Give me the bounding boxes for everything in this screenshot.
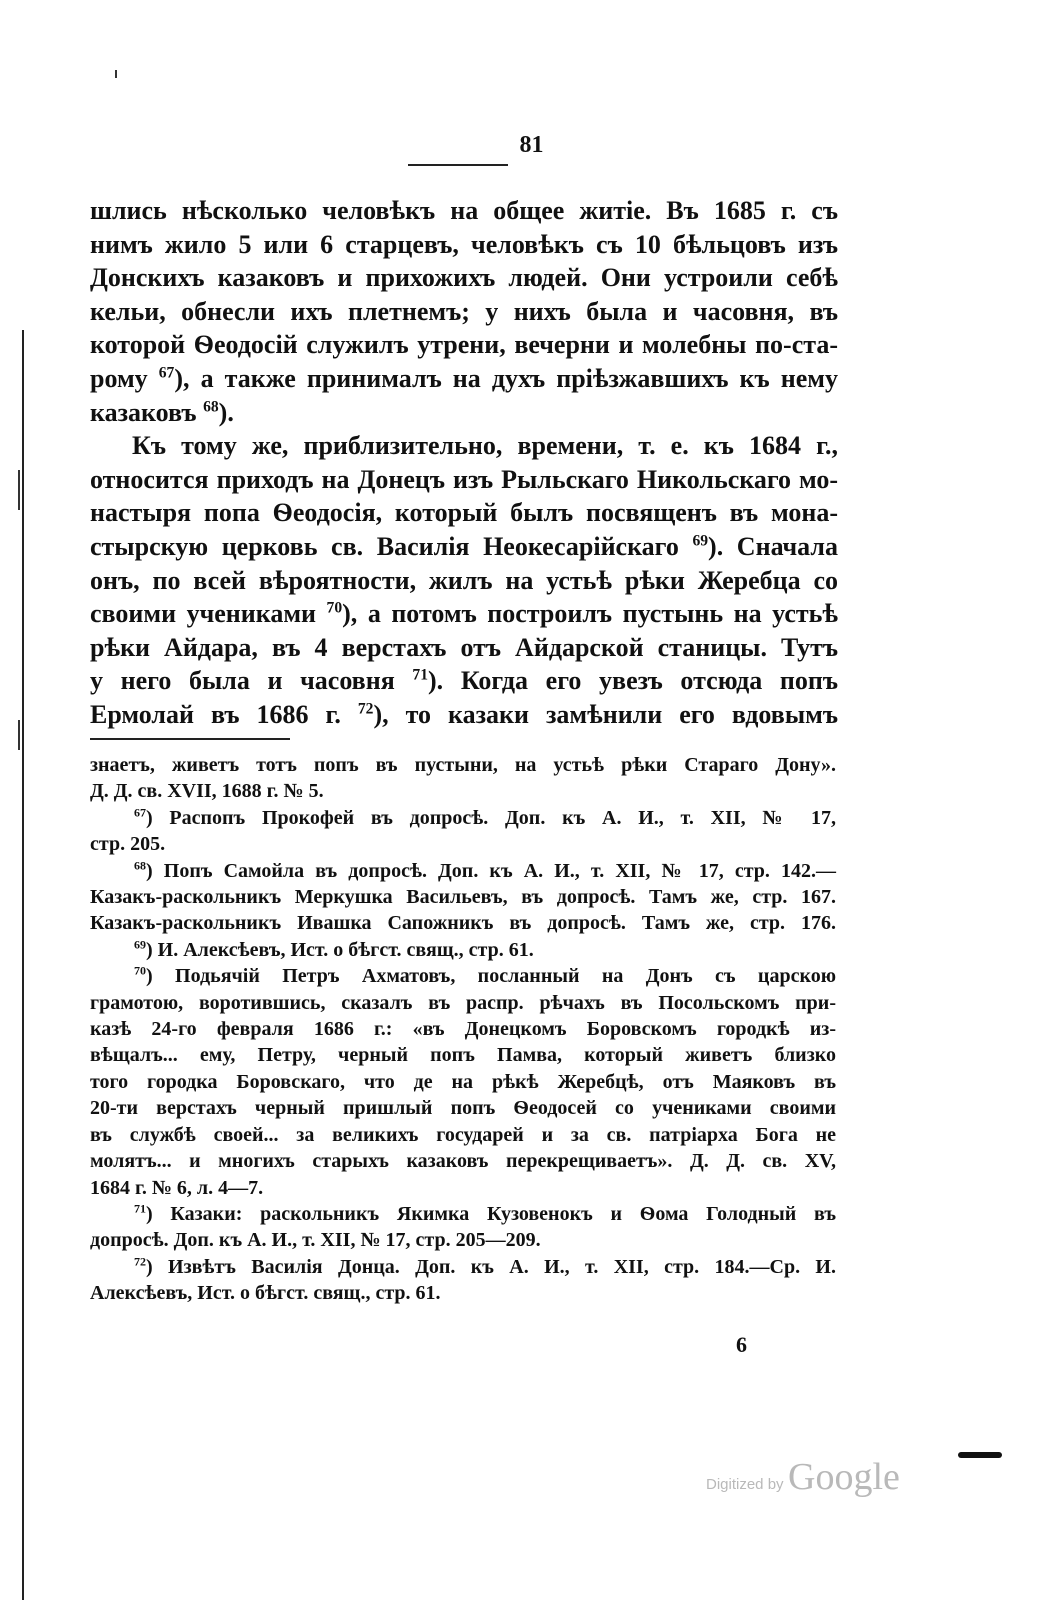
footnote-line: вѣщалъ... ему, Петру, черный попъ Памва, который живетъ близко xyxy=(90,1044,836,1067)
text-line: стырскую церковь св. Василія Неокесарійскаго $^{69}$). Сначала xyxy=(90,531,839,561)
footnote-line: 20-ти верстахъ черный пришлый попъ Ѳеодосей со учениками своими xyxy=(90,1097,836,1120)
footnote-number: 70 xyxy=(134,963,146,978)
footnote-ref: 68 xyxy=(203,397,219,415)
footnote-ref: 72 xyxy=(357,700,374,718)
footnote-line: $^{68}$) Попъ Самойла въ допросѣ. Доп. къ А. И., т. XII, № 17, стр. 142.— xyxy=(134,857,836,882)
footnote-line: казѣ 24-го февраля 1686 г.: «въ Донецкомъ Боровскомъ городкѣ из- xyxy=(90,1018,836,1041)
footnote-ref: 67 xyxy=(158,364,175,382)
text-line: которой Ѳеодосій служилъ утрени, вечерни и молебны по-ста- xyxy=(90,330,838,360)
text-line: относится приходъ на Донецъ изъ Рыльскаго Никольскаго мо- xyxy=(90,464,838,494)
text-line: кельи, обнесли ихъ плетнемъ; у нихъ была и часовня, въ xyxy=(90,296,838,326)
watermark-brand: Google xyxy=(788,1456,900,1498)
scan-speck xyxy=(18,720,20,750)
footnote-line: $^{72}$) Извѣтъ Василія Донца. Доп. къ А. И., т. XII, стр. 184.—Ср. И. xyxy=(134,1254,836,1278)
footnote-ref: 71 xyxy=(412,666,429,684)
footnote-number: 68 xyxy=(134,857,146,872)
watermark-prefix: Digitized by xyxy=(706,1476,784,1493)
footnote-separator xyxy=(90,738,290,740)
footnote-line: $^{69}$) И. Алексѣевъ, Ист. о бѣгст. свящ., стр. 61. xyxy=(134,937,534,961)
page-number-rule xyxy=(408,164,508,166)
footnote-line: Д. Д. св. XVII, 1688 г. № 5. xyxy=(90,780,324,803)
signature-mark: 6 xyxy=(736,1332,747,1357)
footnote-number: 71 xyxy=(134,1201,146,1216)
footnote-line: Казакъ-раскольникъ Меркушка Васильевъ, въ допросѣ. Тамъ же, стр. 167. xyxy=(90,886,836,909)
footnote-line: того городка Боровскаго, что де на рѣкѣ Жеребцѣ, отъ Маяковъ въ xyxy=(90,1070,836,1093)
text-line: настыря попа Ѳеодосія, который былъ посвященъ въ мона- xyxy=(90,498,838,528)
footnote-line: стр. 205. xyxy=(90,833,166,856)
footnote-line: $^{70}$) Подьячій Петръ Ахматовъ, посланный на Донъ съ царскою xyxy=(134,963,836,988)
footnotes xyxy=(90,752,836,1307)
footnote-line: Казакъ-раскольникъ Ивашка Сапожникъ въ допросѣ. Тамъ же, стр. 176. xyxy=(90,912,836,935)
footnote-number: 69 xyxy=(134,937,146,952)
digitized-watermark xyxy=(706,1455,900,1499)
scan-left-edge xyxy=(22,330,24,1600)
footnote-line: 1684 г. № 6, л. 4—7. xyxy=(90,1176,264,1199)
footnote-line: $^{71}$) Казаки: раскольникъ Якимка Кузовенокъ и Ѳома Голодный въ xyxy=(134,1201,836,1225)
footnote-line: грамотою, воротившись, сказалъ въ распр. рѣчахъ въ Посольскомъ при- xyxy=(90,991,836,1014)
text-line: рѣки Айдара, въ 4 верстахъ отъ Айдарской станицы. Тутъ xyxy=(90,632,838,662)
scan-speck xyxy=(18,470,20,510)
text-line: казаковъ $^{68}$). xyxy=(90,397,234,427)
footnote-line: молятъ... и многихъ старыхъ казаковъ перекрещиваетъ». Д. Д. св. XV, xyxy=(90,1150,836,1173)
text-line: онъ, по всей вѣроятности, жилъ на устьѣ рѣки Жеребца со xyxy=(90,565,838,595)
text-line: шлись нѣсколько человѣкъ на общее житіе. Въ 1685 г. съ xyxy=(90,196,838,225)
text-line: у него была и часовня $^{71}$). Когда его увезъ отсюда попъ xyxy=(90,666,838,696)
text-line: рому $^{67}$), а также принималъ на духъ пріѣзжавшихъ къ нему xyxy=(90,363,838,393)
page-number: 81 xyxy=(519,132,544,158)
footnote-ref: 70 xyxy=(326,599,343,617)
text-line: Къ тому же, приблизительно, времени, т. е. къ 1684 г., xyxy=(132,431,838,461)
footnote-line: $^{67}$) Распопъ Прокофей въ допросѣ. Доп. къ А. И., т. XII, № 17, xyxy=(134,805,836,829)
text-line: своими учениками $^{70}$), а потомъ построилъ пустынь на устьѣ xyxy=(90,599,838,629)
main-text xyxy=(90,194,838,732)
footnote-line: допросѣ. Доп. къ А. И., т. XII, № 17, стр. 205—209. xyxy=(90,1229,541,1252)
footnote-line: въ службѣ своей... за великихъ государей и за св. патріарха Бога не xyxy=(90,1123,836,1146)
scan-speck xyxy=(115,70,117,78)
footnote-number: 67 xyxy=(134,805,146,820)
text-line: Донскихъ казаковъ и прихожихъ людей. Они устроили себѣ xyxy=(90,263,838,293)
text-line: нимъ жило 5 или 6 старцевъ, человѣкъ съ 10 бѣльцовъ изъ xyxy=(90,229,838,259)
footnote-number: 72 xyxy=(134,1254,146,1269)
scan-dash-mark xyxy=(958,1452,1002,1458)
text-line: Ермолай въ 1686 г. $^{72}$), то казаки замѣнили его вдовымъ xyxy=(90,699,838,729)
footnote-line: Алексѣевъ, Ист. о бѣгст. свящ., стр. 61. xyxy=(90,1282,441,1305)
footnote-line: знаетъ, живетъ тотъ попъ въ пустыни, на устьѣ рѣки Стараго Дону». xyxy=(90,754,836,776)
footnote-ref: 69 xyxy=(692,532,709,550)
